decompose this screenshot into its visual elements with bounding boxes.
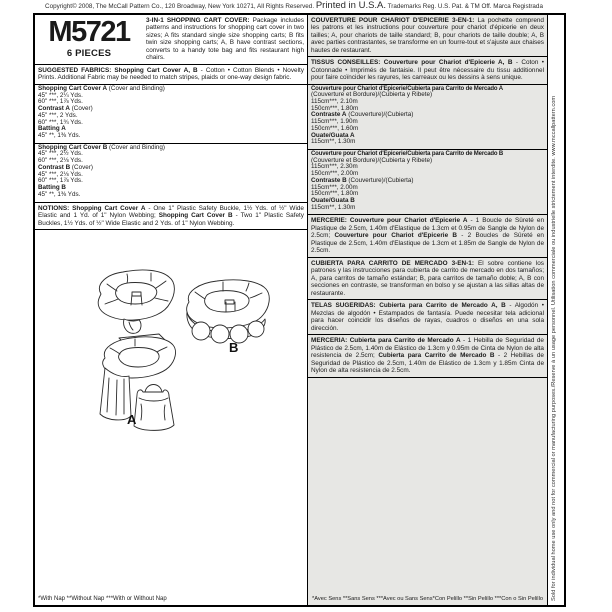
- cover-highchair-illustration: [98, 270, 174, 333]
- yardage-row: 45" ***, 2¼ Yds.: [38, 91, 83, 99]
- telas-body: - Algodón • Mezclas de algodón • Estampados de fantasía. Puede necesitar tela adicional para hacer coincidir los diseños de rayas, cuadros o diseños en una sola dirección.: [311, 302, 544, 332]
- copyright-text: Copyright© 2008, The McCall Pattern Co., 120 Broadway, New York 10271, All Rights Reserved.: [45, 3, 316, 10]
- tissus-body: - Coton • Cotonnade • Imprimés de fantaisie. Il peut être nécessaire du tissu additionnel pour faire coïncider les rayures, les carreaux ou les dessins à sens unique.: [311, 59, 545, 82]
- merceria: [308, 335, 547, 377]
- printed-in-usa-text: Printed in U.S.A.: [315, 0, 387, 11]
- batting-b-title: Batting B: [38, 184, 66, 192]
- contrast-a-title: Contrast A: [38, 105, 70, 113]
- pattern-number: M5721: [48, 16, 130, 48]
- merceria-title-2: Cubierta para Carrito de Mercado B: [378, 352, 495, 360]
- description-es-body: El sobre contiene los patrones y las instrucciones para cubierta de carrito de mercado en dos tamaños; A, para carritos de tamaño estándar; B, para carritos de tamaño doble; A, B con secciones en contraste, se transforman en bolso y se ajustan a las sillas altas de restaurante.: [311, 259, 544, 297]
- line-art: [35, 230, 307, 585]
- blank-area: [308, 378, 547, 594]
- contrast-b-title: Contrast B: [38, 163, 71, 171]
- merceria-body-1: - 1 Hebilla de Seguridad de Plástico de 2.5cm, 1.40m de Elástico de 1.3cm y 0.95m de Cinta de Nylon de alta resistencia de 2.5cm;: [311, 337, 544, 360]
- fr-contrast-a-title: Contraste A: [311, 111, 347, 119]
- description-es-title: CUBIERTA PARA CARRITO DE MERCADO 3-EN-1:: [311, 259, 474, 267]
- yardage-row: 45" ***, 2 Yds.: [38, 111, 78, 119]
- mercerie-body-1: - 1 Boucle de Sûreté en Plastique de 2.5cm, 1.40m d'Elastique de 1.3cm et 0.95m de Sangle de Nylon de 2.5cm;: [311, 217, 545, 240]
- description-en: [143, 15, 307, 64]
- fr-batting-a-title: Ouate/Guata A: [311, 131, 355, 139]
- suggested-fabrics-title: SUGGESTED FABRICS: Shopping Cart Cover A, B: [38, 66, 198, 74]
- brand-block: [35, 15, 143, 64]
- contrast-a-sub: (Cover): [69, 105, 93, 113]
- yardage-en-view-a: [35, 85, 307, 144]
- yardage-row: 115cm***, 2.30m: [311, 163, 358, 171]
- cover-a-title: Shopping Cart Cover A: [38, 84, 108, 92]
- yardage-row: 115cm***, 2.00m: [311, 183, 358, 191]
- description-fr: [308, 15, 547, 57]
- yardage-row: 45" **, 1⅜ Yds.: [38, 190, 81, 198]
- cover-b-title: Shopping Cart Cover B: [38, 143, 108, 151]
- yardage-row: 150cm***, 2.00m: [311, 170, 359, 178]
- suggested-fabrics-body: - Cotton • Cotton Blends • Novelty Prints. Additional Fabric may be needed to match stripes, plaids or one-way design fabric.: [38, 66, 304, 82]
- notions-title: NOTIONS: Shopping Cart Cover A: [38, 204, 146, 212]
- yardage-fr-view-a: [308, 85, 547, 150]
- pieces-count: 6 PIECES: [66, 48, 112, 59]
- yardage-row: 60" ***, 1⅞ Yds.: [38, 177, 83, 185]
- fr-batting-b-title: Ouate/Guata B: [311, 196, 355, 204]
- footnote-en: *With Nap **Without Nap ***With or Without Nap: [38, 596, 167, 602]
- mercerie-title: MERCERIE: Couverture pour Chariot d'Epicerie A: [311, 217, 468, 225]
- footnote-fr-es-row: [308, 594, 547, 605]
- telas-title: TELAS SUGERIDAS: Cubierta para Carrito de Mercado A, B: [311, 302, 506, 310]
- fr-contrast-b-title: Contraste B: [311, 176, 347, 184]
- pattern-envelope-back: [33, 13, 566, 607]
- fr-cover-b-title: Couverture pour Chariot d'Epicerie/Cubierta para Carrito de Mercado B: [311, 151, 504, 158]
- yardage-row: 150cm***, 1.80m: [311, 104, 359, 112]
- label-b: B: [229, 340, 239, 356]
- notions-body-2: - Two 1" Plastic Safety Buckles, 1½ Yds. of ½" Wide Elastic and 2 Yds. of 1" Nylon Webbing.: [38, 212, 304, 227]
- trademark-text: Trademarks Reg. U.S. Pat. & TM Off. Marca Registrada: [386, 3, 543, 10]
- yardage-fr-view-b: [308, 150, 547, 215]
- yardage-row: 115cm**, 1.30m: [311, 138, 356, 146]
- side-strip: [547, 15, 564, 605]
- english-column: [35, 15, 307, 605]
- yardage-row: 45" ***, 2⅛ Yds.: [38, 170, 83, 178]
- yardage-row: (Couverture et Bordure)/(Cubierta y Ribete): [311, 91, 433, 99]
- merceria-title: MERCERIA: Cubierta para Carrito de Mercado A: [311, 337, 461, 345]
- side-disclaimer: Sold for individual home use only and not for commercial or manufacturing purposes./Reserve à un usage personnel. Utilisation commerciale ou industrielle strictement interdite. www.mccallpattern.com: [551, 95, 557, 601]
- yardage-row: 45" **, 1⅜ Yds.: [38, 132, 81, 140]
- yardage-row: 60" ***, 1¾ Yds.: [38, 118, 83, 126]
- header-row: [35, 15, 307, 65]
- yardage-row: (Couverture et Bordure)/(Cubierta y Ribete): [311, 156, 433, 164]
- yardage-row: 115cm***, 2.10m: [311, 98, 358, 106]
- telas-sugeridas: [308, 300, 547, 335]
- cover-a-illustration: [100, 334, 176, 430]
- fr-contrast-b-sub: (Couverture)/(Cubierta): [346, 176, 414, 184]
- yardage-row: 150cm***, 1.80m: [311, 190, 359, 198]
- yardage-row: 115cm**, 1.30m: [311, 203, 356, 211]
- description-en-title: 3-IN-1 SHOPPING CART COVER:: [146, 17, 250, 24]
- contrast-b-sub: (Cover): [70, 163, 93, 171]
- notions-title-2: Shopping Cart Cover B: [158, 212, 233, 220]
- description-fr-body: La pochette comprend les patrons et les instructions pour couverture pour chariot d'épicerie en deux tailles; A, pour chariots de taille standard; B, pour chariots de taille double; A, B avec parties contrastantes, se transforme en un fourre-tout et s'ajuste aux chaises hautes de restaurant.: [311, 17, 544, 54]
- illustration-area: [35, 230, 307, 594]
- cover-a-sub: (Cover and Binding): [107, 84, 165, 92]
- mercerie-body-2: - 2 Boucles de Sûreté en Plastique de 2.5cm, 1.40m d'Elastique de 1.3cm et 1.85m de Sangle de Nylon de 2.5cm.: [311, 232, 544, 255]
- tissus-conseilles: [308, 57, 547, 84]
- mercerie: [308, 215, 547, 257]
- fr-contrast-a-sub: (Couverture)/(Cubierta): [346, 111, 414, 119]
- batting-a-title: Batting A: [38, 125, 66, 133]
- cover-b-illustration: [187, 280, 270, 343]
- yardage-row: 60" ***, 1⅞ Yds.: [38, 98, 83, 106]
- description-en-body: Package includes patterns and instructions for shopping cart cover in two sizes; A fits standard single size shopping carts; B fits twin size shopping carts; A, B have contrast sections, converts to a handy tote bag and fits restaurant high chairs.: [146, 17, 305, 62]
- yardage-row: 115cm***, 1.90m: [311, 118, 358, 126]
- notions-body-1: - One 1" Plastic Safety Buckle, 1½ Yds. of ½" Wide Elastic and 1 Yd. of 1" Nylon Webbing;: [38, 204, 304, 220]
- merceria-body-2: - 2 Hebillas de Seguridad de Plástico de 2.5cm, 1.40m de Elástico de 1.3cm y 1.85m Cinta de Nylon de alta resistencia de 2.5cm.: [311, 352, 544, 375]
- notions: [35, 203, 307, 230]
- tissus-title: TISSUS CONSEILLES: Couverture pour Chariot d'Epicerie A, B: [311, 59, 513, 67]
- mercerie-title-2: Couverture pour Chariot d'Epicerie B: [334, 232, 458, 240]
- french-spanish-column: [307, 15, 547, 605]
- description-es: [308, 258, 547, 300]
- suggested-fabrics: [35, 65, 307, 85]
- yardage-row: 45" ***, 2½ Yds.: [38, 150, 83, 158]
- fr-cover-a-title: Couverture pour Chariot d'Epicerie/Cubierta para Carrito de Mercado A: [311, 85, 503, 92]
- footnote-es: *Con Pelillo **Sin Pelillo ***Con o Sin Pelillo: [432, 596, 543, 602]
- yardage-en-view-b: [35, 144, 307, 203]
- footnote-fr: *Avec Sens **Sans Sens ***Avec ou Sans Sens: [312, 596, 433, 602]
- cover-b-sub: (Cover and Binding): [107, 143, 166, 151]
- yardage-row: 150cm***, 1.60m: [311, 124, 359, 132]
- yardage-row: 60" ***, 2⅛ Yds.: [38, 157, 83, 165]
- description-fr-title: COUVERTURE POUR CHARIOT D'EPICERIE 3-EN-1:: [311, 17, 475, 24]
- label-a: A: [127, 412, 137, 428]
- copyright-line: [0, 1, 588, 12]
